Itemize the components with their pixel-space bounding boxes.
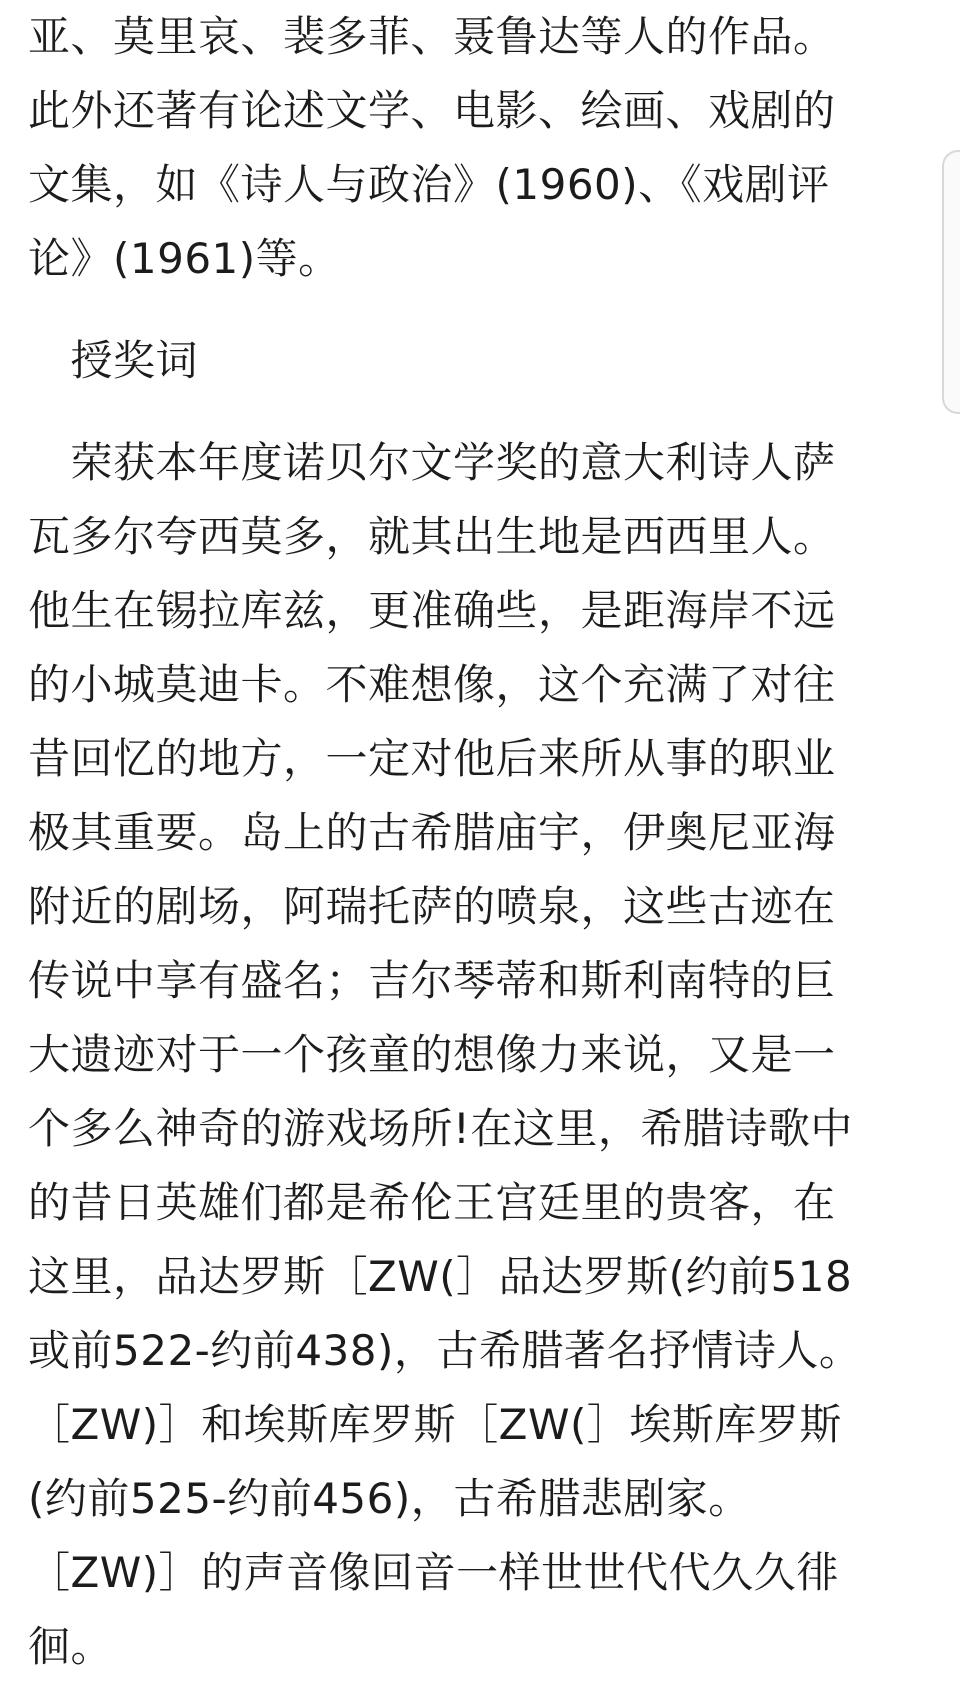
text-line: ［ZW)］和埃斯库罗斯［ZW(］埃斯库罗斯 bbox=[28, 1400, 842, 1449]
text-line: 的昔日英雄们都是希伦王宫廷里的贵客，在 bbox=[28, 1178, 836, 1227]
intro-paragraph bbox=[28, 0, 908, 296]
text-line: 论》(1961)等。 bbox=[28, 234, 341, 283]
text-line: 传说中享有盛名；吉尔琴蒂和斯利南特的巨 bbox=[28, 956, 836, 1005]
text-line: 文集，如《诗人与政治》(1960)、《戏剧评 bbox=[28, 160, 830, 209]
text-line: 附近的剧场，阿瑞托萨的喷泉，这些古迹在 bbox=[28, 882, 836, 931]
text-line: ［ZW)］的声音像回音一样世世代代久久徘 bbox=[28, 1548, 839, 1597]
text-line: 大遗迹对于一个孩童的想像力来说，又是一 bbox=[28, 1030, 836, 1079]
text-line: 或前522-约前438)，古希腊著名抒情诗人。 bbox=[28, 1326, 862, 1375]
text-line: 亚、莫里哀、裴多菲、聂鲁达等人的作品。 bbox=[28, 12, 836, 61]
text-line: 此外还著有论述文学、电影、绘画、戏剧的 bbox=[28, 86, 836, 135]
paragraph-gap bbox=[28, 296, 908, 324]
section-heading: 授奖词 bbox=[28, 336, 199, 385]
text-line: 极其重要。岛上的古希腊庙宇，伊奥尼亚海 bbox=[28, 808, 836, 857]
text-line: 个多么神奇的游戏场所!在这里，希腊诗歌中 bbox=[28, 1104, 853, 1153]
text-line: 他生在锡拉库兹，更准确些，是距海岸不远 bbox=[28, 586, 836, 635]
text-line: 这里，品达罗斯［ZW(］品达罗斯(约前518 bbox=[28, 1252, 853, 1301]
side-panel-handle[interactable] bbox=[942, 150, 960, 414]
paragraph-gap bbox=[28, 398, 908, 426]
reader-page bbox=[28, 0, 908, 1684]
text-line: (约前525-约前456)，古希腊悲剧家。 bbox=[28, 1474, 751, 1523]
body-paragraph bbox=[28, 426, 908, 1684]
text-line: 荣获本年度诺贝尔文学奖的意大利诗人萨 bbox=[28, 438, 836, 487]
text-line: 的小城莫迪卡。不难想像，这个充满了对往 bbox=[28, 660, 836, 709]
text-line: 瓦多尔夸西莫多，就其出生地是西西里人。 bbox=[28, 512, 836, 561]
text-line: 徊。 bbox=[28, 1622, 114, 1671]
text-line: 昔回忆的地方，一定对他后来所从事的职业 bbox=[28, 734, 836, 783]
